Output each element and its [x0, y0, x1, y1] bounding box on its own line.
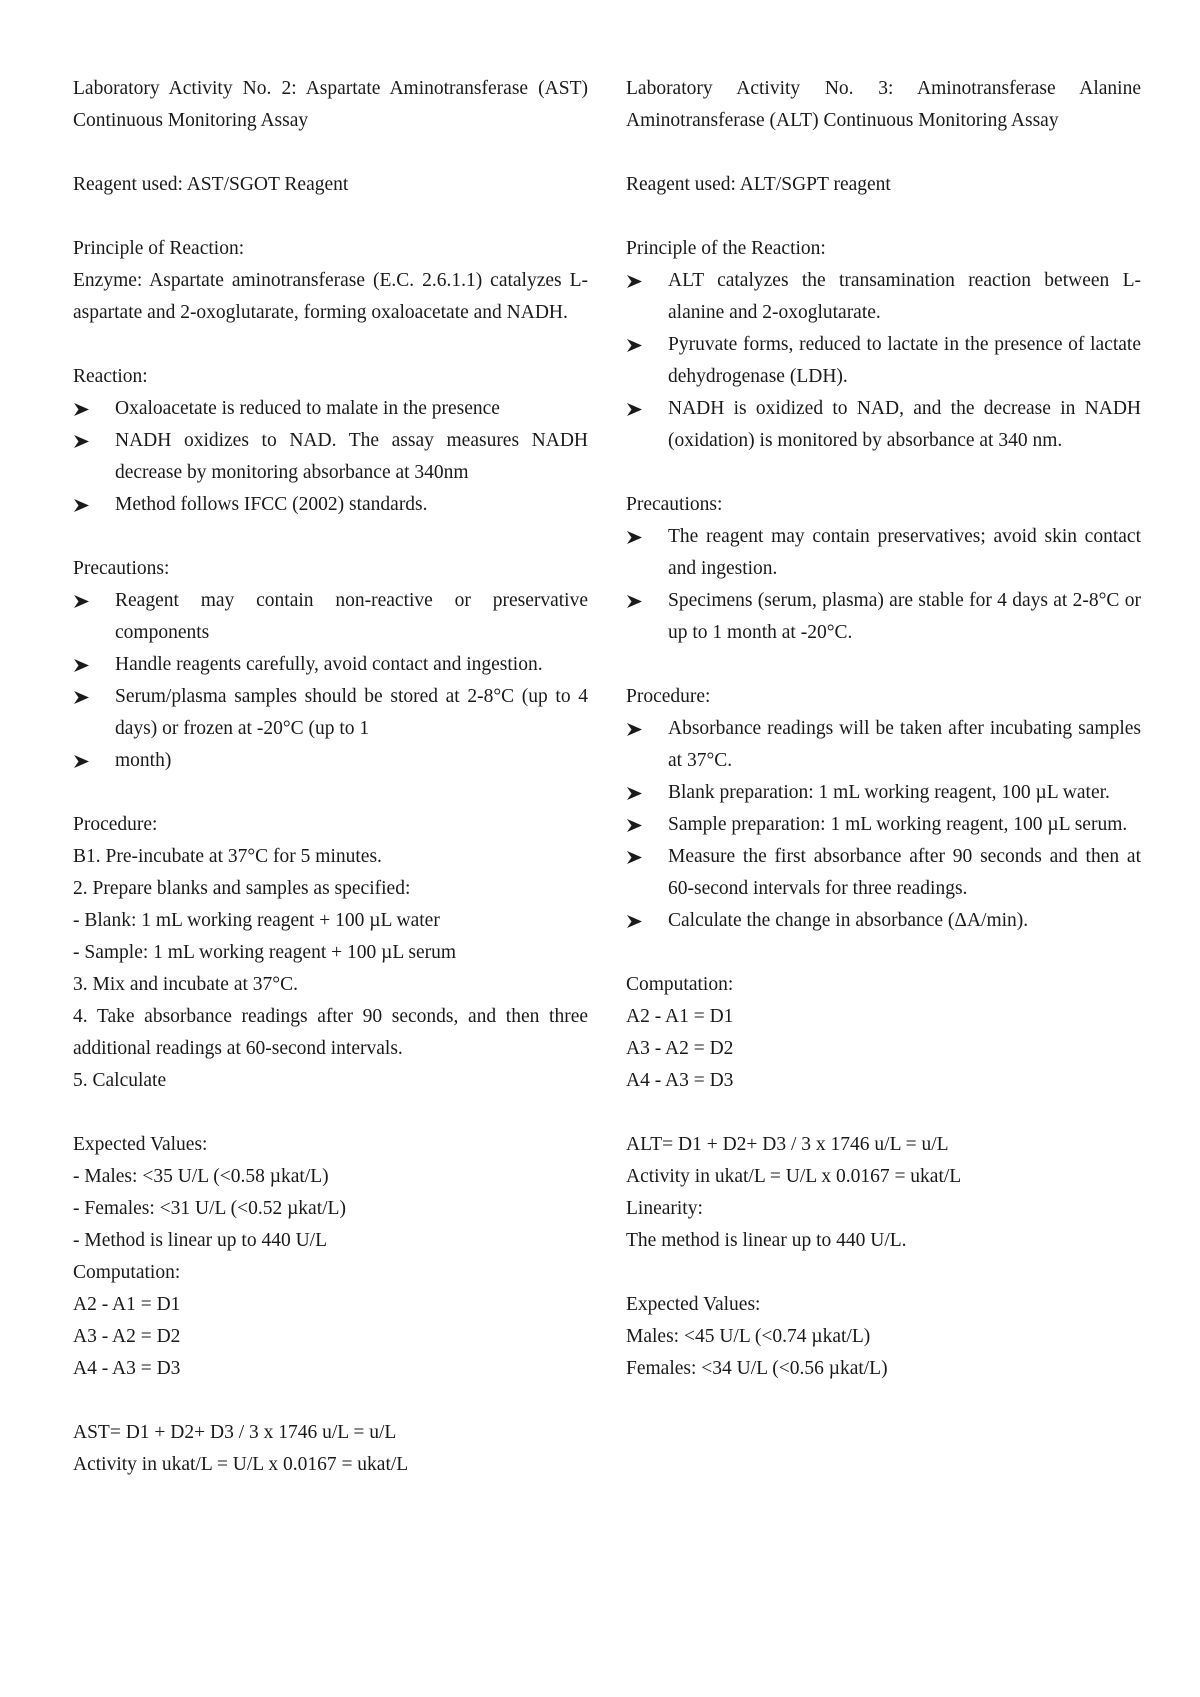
reaction-list — [73, 393, 588, 521]
procedure-line: - Blank: 1 mL working reagent + 100 µL water — [73, 910, 440, 931]
list-item — [626, 329, 1141, 393]
expected-value-line: - Method is linear up to 440 U/L — [73, 1230, 328, 1251]
arrow-bullet-icon — [73, 745, 93, 777]
arrow-bullet-icon — [626, 841, 646, 873]
list-item — [626, 265, 1141, 329]
list-item-text: month) — [115, 750, 172, 771]
list-item — [73, 745, 588, 777]
list-item-text: Specimens (serum, plasma) are stable for 4 days at 2-8°C or up to 1 month at -20°C. — [668, 590, 1141, 643]
arrow-bullet-icon — [73, 681, 93, 713]
activity-title: Laboratory Activity No. 3: Aminotransferase Alanine Aminotransferase (ALT) Continuous Monitoring Assay — [626, 78, 1141, 131]
arrow-bullet-icon — [626, 521, 646, 553]
arrow-bullet-icon — [626, 713, 646, 745]
list-item — [626, 585, 1141, 649]
list-item — [626, 809, 1141, 841]
list-item-text: Calculate the change in absorbance (ΔA/min). — [668, 910, 1029, 931]
arrow-bullet-icon — [626, 585, 646, 617]
list-item — [626, 777, 1141, 809]
section-heading: Computation: — [626, 974, 734, 995]
list-item-text: Method follows IFCC (2002) standards. — [115, 494, 428, 515]
list-item-text: Reagent may contain non-reactive or preservative components — [115, 590, 588, 643]
list-item-text: Blank preparation: 1 mL working reagent, 100 µL water. — [668, 782, 1110, 803]
arrow-bullet-icon — [626, 905, 646, 937]
list-item — [626, 905, 1141, 937]
section-heading: Procedure: — [626, 686, 711, 707]
arrow-bullet-icon — [626, 393, 646, 425]
list-item-text: ALT catalyzes the transamination reaction between L-alanine and 2-oxoglutarate. — [668, 270, 1141, 323]
procedure-line: - Sample: 1 mL working reagent + 100 µL serum — [73, 942, 457, 963]
list-item — [73, 393, 588, 425]
formula-line: ALT= D1 + D2+ D3 / 3 x 1746 u/L = u/L — [626, 1134, 949, 1155]
computation-line: A2 - A1 = D1 — [626, 1006, 734, 1027]
precautions-list — [73, 585, 588, 777]
arrow-bullet-icon — [73, 649, 93, 681]
computation-line: A4 - A3 = D3 — [626, 1070, 734, 1091]
computation-line: A3 - A2 = D2 — [626, 1038, 734, 1059]
procedure-line: 2. Prepare blanks and samples as specified: — [73, 878, 411, 899]
activity-title: Laboratory Activity No. 2: Aspartate Aminotransferase (AST) Continuous Monitoring Assay — [73, 78, 588, 131]
list-item-text: Sample preparation: 1 mL working reagent, 100 µL serum. — [668, 814, 1128, 835]
list-item — [73, 425, 588, 489]
arrow-bullet-icon — [73, 425, 93, 457]
formula-line: Activity in ukat/L = U/L x 0.0167 = ukat/L — [73, 1454, 409, 1475]
list-item-text: NADH is oxidized to NAD, and the decrease in NADH (oxidation) is monitored by absorbance at 340 nm. — [668, 398, 1141, 451]
expected-value-line: - Females: <31 U/L (<0.52 µkat/L) — [73, 1198, 346, 1219]
expected-value-line: - Males: <35 U/L (<0.58 µkat/L) — [73, 1166, 329, 1187]
principle-text: Enzyme: Aspartate aminotransferase (E.C. 2.6.1.1) catalyzes L-aspartate and 2-oxoglutarate, forming oxaloacetate and NADH. — [73, 270, 588, 323]
list-item — [73, 681, 588, 745]
section-heading: Expected Values: — [626, 1294, 761, 1315]
section-heading: Precautions: — [73, 558, 170, 579]
arrow-bullet-icon — [626, 329, 646, 361]
list-item — [626, 841, 1141, 905]
right-column — [626, 73, 1141, 1385]
arrow-bullet-icon — [73, 393, 93, 425]
section-heading: Procedure: — [73, 814, 158, 835]
procedure-line: 4. Take absorbance readings after 90 seconds, and then three additional readings at 60-second intervals. — [73, 1006, 588, 1059]
arrow-bullet-icon — [626, 777, 646, 809]
list-item — [626, 393, 1141, 457]
section-heading: Reaction: — [73, 366, 148, 387]
computation-line: A3 - A2 = D2 — [73, 1326, 181, 1347]
arrow-bullet-icon — [626, 265, 646, 297]
list-item-text: NADH oxidizes to NAD. The assay measures NADH decrease by monitoring absorbance at 340nm — [115, 430, 588, 483]
formula-line: AST= D1 + D2+ D3 / 3 x 1746 u/L = u/L — [73, 1422, 397, 1443]
section-heading: Principle of the Reaction: — [626, 238, 826, 259]
list-item — [626, 713, 1141, 777]
procedure-line: 5. Calculate — [73, 1070, 167, 1091]
principle-list — [626, 265, 1141, 457]
arrow-bullet-icon — [626, 809, 646, 841]
list-item — [626, 521, 1141, 585]
list-item-text: Serum/plasma samples should be stored at 2-8°C (up to 4 days) or frozen at -20°C (up to 1 — [115, 686, 588, 739]
precautions-list — [626, 521, 1141, 649]
arrow-bullet-icon — [73, 585, 93, 617]
list-item-text: Absorbance readings will be taken after incubating samples at 37°C. — [668, 718, 1141, 771]
formula-line: Activity in ukat/L = U/L x 0.0167 = ukat/L — [626, 1166, 962, 1187]
list-item — [73, 585, 588, 649]
arrow-bullet-icon — [73, 489, 93, 521]
procedure-list — [626, 713, 1141, 937]
list-item — [73, 489, 588, 521]
list-item-text: Measure the first absorbance after 90 seconds and then at 60-second intervals for three readings. — [668, 846, 1141, 899]
left-column — [73, 73, 588, 1481]
procedure-line: 3. Mix and incubate at 37°C. — [73, 974, 298, 995]
list-item-text: The reagent may contain preservatives; avoid skin contact and ingestion. — [668, 526, 1141, 579]
linearity-text: The method is linear up to 440 U/L. — [626, 1230, 907, 1251]
computation-line: A4 - A3 = D3 — [73, 1358, 181, 1379]
list-item-text: Pyruvate forms, reduced to lactate in the presence of lactate dehydrogenase (LDH). — [668, 334, 1141, 387]
procedure-line: B1. Pre-incubate at 37°C for 5 minutes. — [73, 846, 382, 867]
expected-value-line: Females: <34 U/L (<0.56 µkat/L) — [626, 1358, 888, 1379]
section-heading: Expected Values: — [73, 1134, 208, 1155]
reagent-line: Reagent used: ALT/SGPT reagent — [626, 174, 891, 195]
computation-line: A2 - A1 = D1 — [73, 1294, 181, 1315]
section-heading: Computation: — [73, 1262, 181, 1283]
list-item — [73, 649, 588, 681]
reagent-line: Reagent used: AST/SGOT Reagent — [73, 174, 349, 195]
section-heading: Principle of Reaction: — [73, 238, 245, 259]
section-heading: Linearity: — [626, 1198, 703, 1219]
section-heading: Precautions: — [626, 494, 723, 515]
list-item-text: Handle reagents carefully, avoid contact and ingestion. — [115, 654, 543, 675]
list-item-text: Oxaloacetate is reduced to malate in the presence — [115, 398, 500, 419]
expected-value-line: Males: <45 U/L (<0.74 µkat/L) — [626, 1326, 871, 1347]
